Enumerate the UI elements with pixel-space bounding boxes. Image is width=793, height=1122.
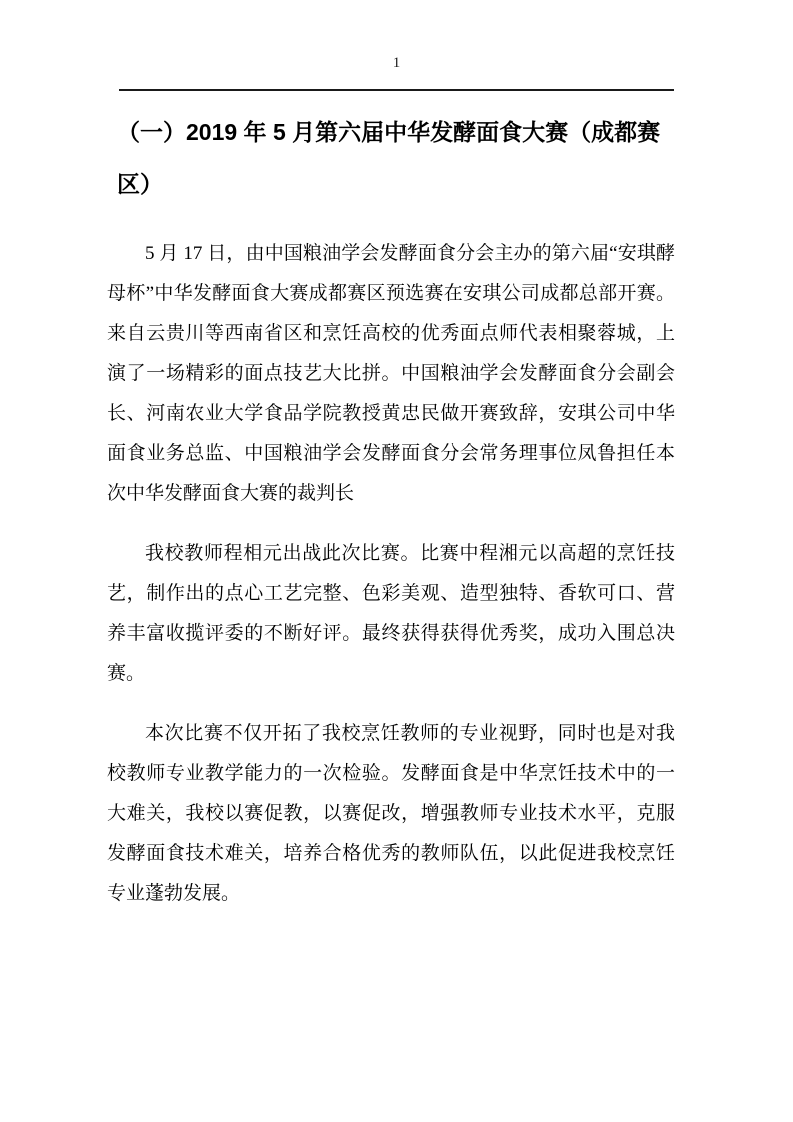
header-rule bbox=[119, 89, 674, 91]
body-paragraph: 我校教师程相元出战此次比赛。比赛中程湘元以高超的烹饪技艺，制作出的点心工艺完整、色彩美观、造型独特、香软可口、营养丰富收揽评委的不断好评。最终获得获得优秀奖，成功入围总决赛。 bbox=[107, 543, 675, 684]
paragraph-list bbox=[107, 234, 675, 914]
body-paragraph: 5 月 17 日，由中国粮油学会发酵面食分会主办的第六届“安琪酵母杯”中华发酵面食大赛成都赛区预选赛在安琪公司成都总部开赛。来自云贵川等西南省区和烹饪高校的优秀面点师代表相聚蓉城，上演了一场精彩的面点技艺大比拼。中国粮油学会发酵面食分会副会长、河南农业大学食品学院教授黄忠民做开赛致辞，安琪公司中华面食业务总监、中国粮油学会发酵面食分会常务理事位凤鲁担任本次中华发酵面食大赛的裁判长 bbox=[107, 243, 675, 504]
body-paragraph: 本次比赛不仅开拓了我校烹饪教师的专业视野，同时也是对我校教师专业教学能力的一次检验。发酵面食是中华烹饪技术中的一大难关，我校以赛促教，以赛促改，增强教师专业技术水平，克服发酵面食技术难关，培养合格优秀的教师队伍，以此促进我校烹饪专业蓬勃发展。 bbox=[107, 723, 675, 904]
section-heading: （一）2019 年 5 月第六届中华发酵面食大赛（成都赛区） bbox=[117, 119, 661, 197]
page-number: 1 bbox=[392, 55, 401, 71]
document-content bbox=[107, 106, 675, 934]
